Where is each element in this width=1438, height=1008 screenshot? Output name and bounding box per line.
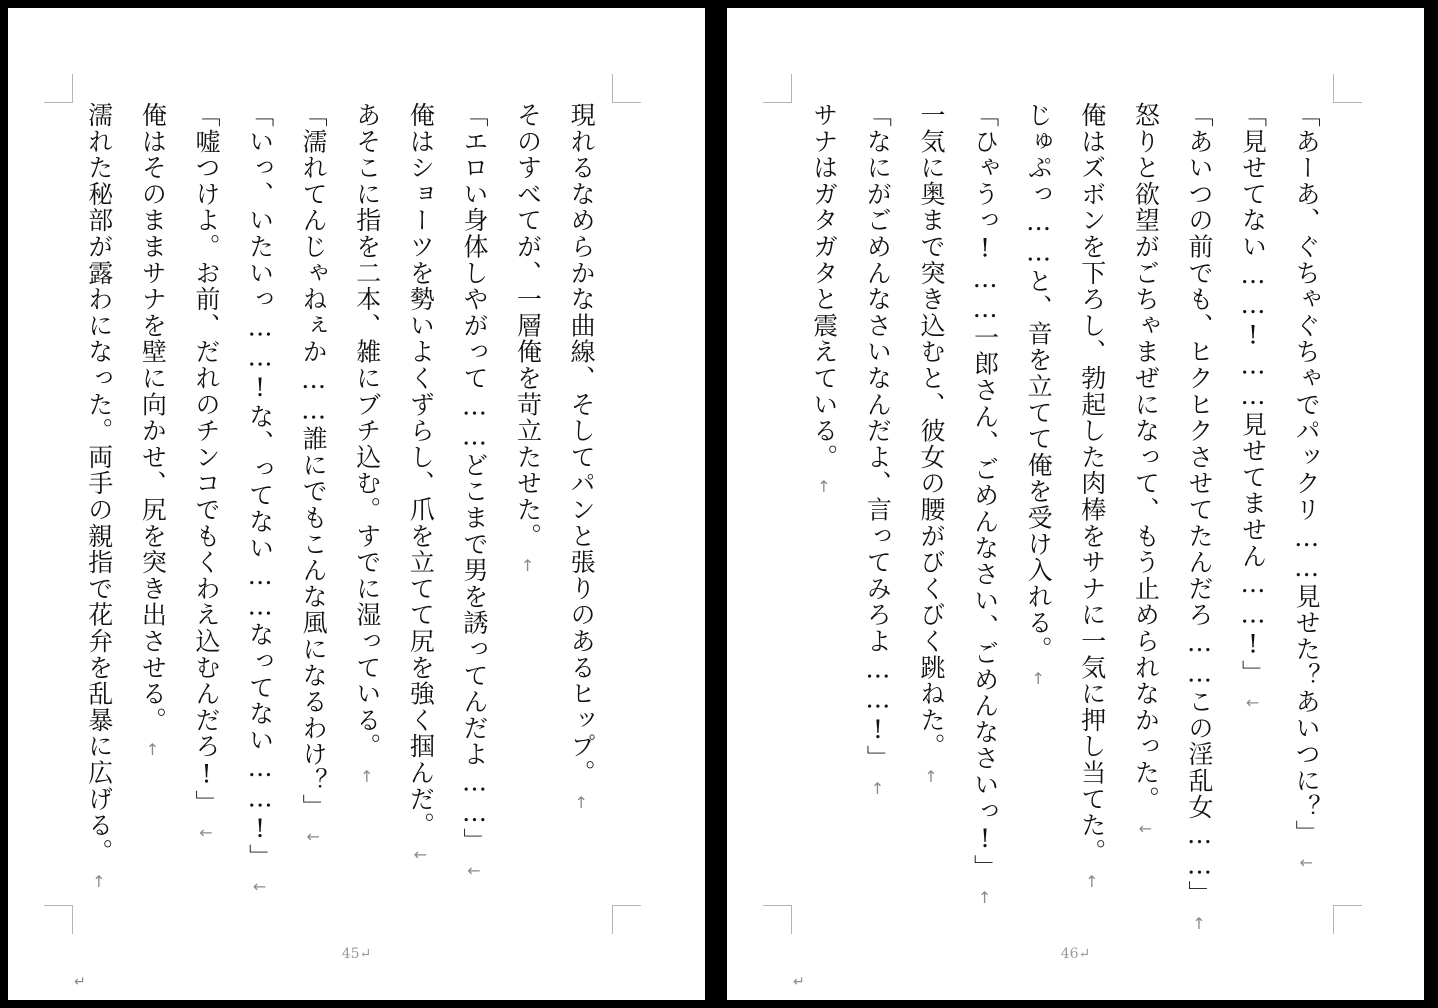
text-line (554, 102, 608, 892)
paragraph-mark: ↑ (977, 887, 992, 907)
line-text: 俺はそのままサナを壁に向かせ、尻を突き出させる。 (138, 102, 168, 734)
line-text: 濡れた秘部が露わになった。両手の親指で花弁を乱暴に広げる。 (84, 102, 114, 865)
line-text: 「あいつの前でも、ヒクヒクさせてたんだろ……この淫乱女……」 (1184, 102, 1214, 907)
text-line (179, 102, 233, 892)
text-line (501, 102, 555, 892)
text-line (1065, 102, 1119, 892)
line-text: 現れるなめらかな曲線、そしてパンと張りのあるヒップ。 (567, 102, 597, 786)
document-page-45 (8, 8, 705, 1000)
paragraph-mark: ← (199, 823, 213, 843)
line-text: そのすべてが、一層俺を苛立たせた。 (513, 102, 543, 550)
paragraph-mark: ← (1138, 819, 1153, 839)
paragraph-mark: ← (413, 845, 428, 865)
line-text: あそこに指を二本、雑にブチ込む。すでに湿っている。 (352, 102, 382, 760)
paragraph-mark: ← (1299, 853, 1313, 873)
line-text: 「なにがごめんなさいなんだよ、言ってみろよ……!」 (863, 102, 893, 772)
text-line (1011, 102, 1065, 892)
paragraph-mark: ↑ (360, 766, 374, 786)
paragraph-mark: ← (306, 827, 320, 847)
line-text: 「嘘つけよ。お前、だれのチンコでもくわえ込むんだろ!」 (191, 102, 221, 817)
line-text: じゅぷっ……と、音を立てて俺を受け入れる。 (1024, 102, 1054, 663)
end-paragraph-mark: ↵ (74, 974, 86, 990)
line-text: 「いっ、いたいっ……!な、ってない……なってない……!」 (245, 102, 275, 871)
margin-corner-mark (763, 74, 792, 103)
text-line (797, 102, 851, 892)
line-text: 「エロい身体しやがって……どこまで男を誘ってんだよ……」 (459, 102, 489, 855)
margin-corner-mark (44, 905, 73, 934)
paragraph-mark: ↑ (520, 556, 535, 576)
paragraph-mark: ↑ (1085, 871, 1099, 891)
paragraph-mark: ← (467, 861, 481, 881)
paragraph-mark: ← (252, 877, 267, 897)
line-text: 一気に奥まで突き込むと、彼女の腰がびくびく跳ねた。 (916, 102, 946, 760)
line-text: サナはガタガタと震えている。 (809, 102, 839, 471)
text-line (72, 102, 126, 892)
text-line (904, 102, 958, 892)
line-text: 俺はズボンを下ろし、勃起した肉棒をサナに一気に押し当てた。 (1077, 102, 1107, 865)
vertical-text-body[interactable] (797, 102, 1333, 933)
line-text: 怒りと欲望がごちゃまぜになって、もう止められなかった。 (1131, 102, 1161, 813)
text-line (340, 102, 394, 892)
line-text: 「あーあ、ぐちゃぐちゃでパックリ……見せた？あいつに？」 (1292, 102, 1322, 847)
text-line (1226, 102, 1280, 892)
text-line (126, 102, 180, 892)
paragraph-mark: ↑ (1192, 914, 1206, 933)
text-line (394, 102, 448, 892)
line-text: 俺はショーツを勢いよくずらし、爪を立てて尻を強く掴んだ。 (406, 102, 436, 839)
margin-corner-mark (763, 905, 792, 934)
page-number: 46↵ (1060, 946, 1091, 962)
vertical-text-body[interactable] (72, 102, 608, 897)
line-text: 「ひゃうっ!……一郎さん、ごめんなさい、ごめんなさいっ!」 (970, 102, 1000, 881)
text-line (1119, 102, 1173, 892)
line-text: 「見せてない……!……見せてません……!」 (1238, 102, 1268, 687)
text-line (447, 102, 501, 892)
margin-corner-mark (1333, 74, 1362, 103)
text-line (1279, 102, 1333, 892)
line-text: 「濡れてんじゃねぇか……誰にでもこんな風になるわけ？」 (299, 102, 329, 821)
end-paragraph-mark: ↵ (793, 974, 805, 990)
text-line (1172, 102, 1226, 933)
margin-corner-mark (612, 74, 641, 103)
text-line (233, 102, 287, 897)
paragraph-mark: ↑ (817, 477, 831, 497)
paragraph-mark: ↑ (924, 766, 938, 786)
text-line (958, 102, 1012, 907)
paragraph-mark: ↑ (145, 740, 160, 760)
document-page-46 (727, 8, 1424, 1000)
paragraph-mark: ↑ (870, 778, 885, 798)
margin-corner-mark (44, 74, 73, 103)
margin-corner-mark (1333, 905, 1362, 934)
page-number: 45↵ (341, 946, 372, 962)
margin-corner-mark (612, 905, 641, 934)
paragraph-mark: ← (1245, 693, 1260, 713)
paragraph-mark: ↑ (92, 871, 106, 891)
text-line (286, 102, 340, 892)
text-line (851, 102, 905, 892)
paragraph-mark: ↑ (1031, 669, 1045, 689)
paragraph-mark: ↑ (574, 792, 588, 812)
